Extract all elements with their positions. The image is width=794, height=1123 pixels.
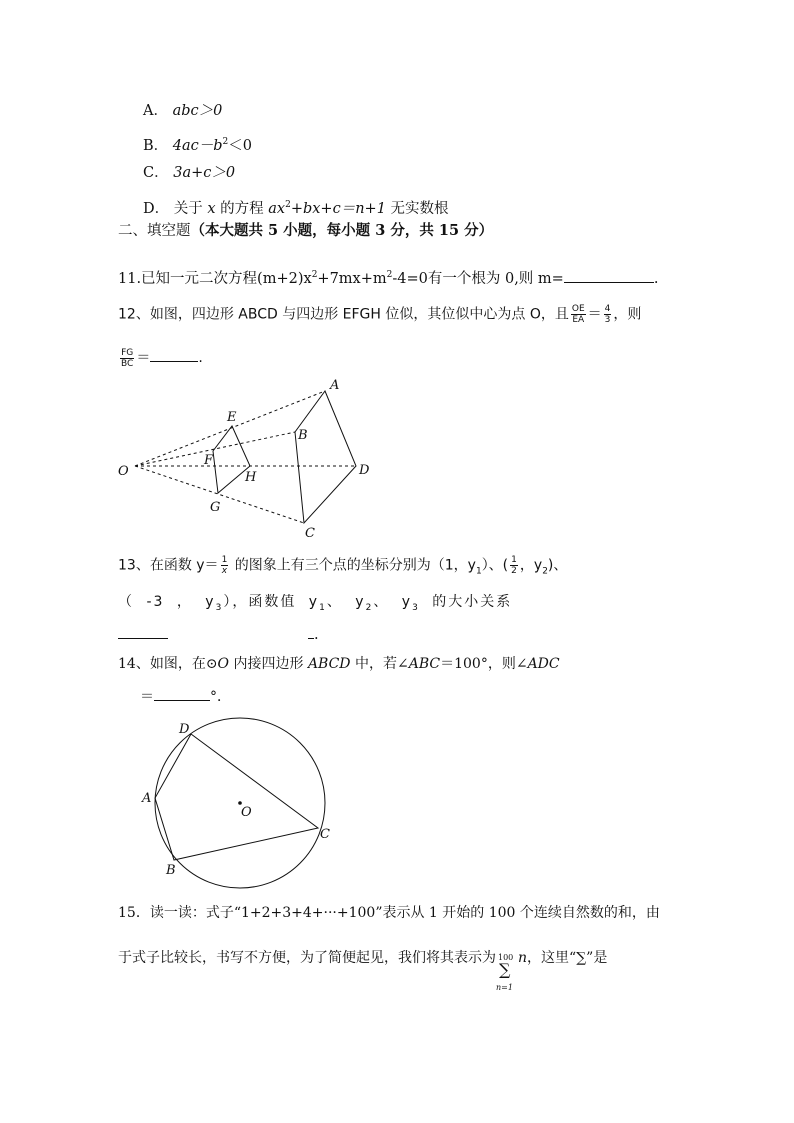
option-expr: 3a+c＞0 (173, 165, 236, 181)
option-label: A． (143, 103, 168, 119)
label-b: B (298, 428, 308, 443)
frac-num: 4 (604, 304, 611, 314)
quadrilateral-abcd (155, 734, 318, 860)
label-a: A (142, 791, 152, 806)
label-g: G (210, 500, 221, 515)
section-detail: （本大题共 5 小题，每小题 3 分，共 15 分） (190, 222, 494, 239)
q11-text: -4=0有一个根为 0,则 m= (392, 270, 564, 287)
label-h: H (245, 470, 257, 485)
label-c: C (305, 526, 315, 541)
label-a: A (330, 378, 340, 393)
q13-text: 13、在函数 y＝ (118, 557, 219, 574)
q15-text: 15．读一读：式子“1+2+3+4+···+100”表示从 1 开始的 100 个连续自然数的和，由 (118, 905, 660, 921)
question-13 (118, 555, 567, 581)
equation: ax (268, 200, 286, 217)
question-11 (118, 265, 658, 289)
option-d (143, 195, 449, 219)
sigma-symbol: ∑ (499, 960, 511, 979)
frac-den: 3 (604, 315, 611, 325)
q11-text: +7mx+m (317, 270, 387, 287)
answer-blank[interactable] (564, 268, 654, 283)
label-o: O (241, 805, 252, 820)
q13-text: ），函数值 y (223, 594, 320, 610)
q14-text: 中，若∠ (355, 656, 409, 672)
q14-text: 14、如图，在⊙ (118, 656, 218, 672)
frac-den: BC (121, 358, 134, 369)
answer-blank[interactable] (154, 686, 210, 701)
q11-text: 11.已知一元二次方程(m+2)x (118, 270, 312, 287)
variable: n (518, 950, 528, 966)
q13-text: ）、( (481, 557, 509, 574)
fraction-4-3 (604, 304, 612, 325)
q15-text: ，这里“∑”是 (527, 950, 608, 966)
q11-end: . (653, 270, 659, 287)
q12-text: 12、如图，四边形 ABCD 与四边形 EFGH 位似，其位似中心为点 O，且 (118, 306, 569, 323)
subscript: 1 (319, 602, 327, 613)
q15-text: 于式子比较长，书写不方便，为了简便起见，我们将其表示为 (118, 950, 496, 966)
question-15 (118, 903, 660, 923)
frac-num: 1 (221, 555, 228, 565)
q13-end: . (314, 627, 319, 643)
q13-text: 的大小关系 (419, 594, 513, 610)
sigma-lower: n=1 (496, 983, 513, 992)
variable: ABC (408, 656, 441, 672)
option-c (143, 163, 235, 183)
variable: ABCD (307, 656, 351, 672)
q13-text: 、 y (373, 594, 413, 610)
frac-num: FG (121, 347, 134, 358)
subscript: 2 (365, 602, 374, 613)
label-c: C (320, 827, 330, 842)
frac-den: EA (572, 315, 585, 325)
question-14 (118, 654, 560, 674)
q14-text: ＝100°，则∠ (440, 656, 528, 672)
frac-den: x (221, 566, 228, 576)
option-a (143, 101, 222, 121)
option-expr: 4ac－b (172, 137, 223, 154)
variable: O (217, 656, 230, 672)
question-14-line2 (140, 686, 231, 707)
inscribed-quadrilateral-figure (135, 716, 340, 891)
option-text: 的方程 (220, 200, 264, 217)
option-text: 无实数根 (390, 200, 449, 217)
answer-blank[interactable] (118, 624, 168, 639)
homothety-figure (110, 372, 380, 544)
equals: ＝ (587, 306, 602, 323)
label-o: O (118, 464, 129, 479)
label-e: E (227, 410, 237, 425)
variable: ADC (527, 656, 560, 672)
fraction-1-2 (510, 555, 518, 576)
subscript: 1 (475, 566, 482, 577)
q14-text: °． (210, 689, 231, 705)
option-text: 关于 (173, 200, 203, 217)
equals: ＝ (136, 350, 151, 366)
frac-den: 2 (511, 566, 517, 576)
label-b: B (166, 863, 176, 878)
frac-num: 1 (511, 555, 517, 565)
q12-text: ，则 (613, 306, 642, 323)
option-expr: abc＞0 (172, 103, 223, 119)
label-d: D (179, 722, 190, 737)
fraction-oe-ea (571, 304, 586, 325)
option-label: D． (143, 200, 170, 217)
superscript: 2 (386, 270, 393, 280)
q14-text: 内接四边形 (233, 656, 304, 672)
subscript: 3 (412, 602, 420, 613)
label-f: F (204, 453, 214, 468)
superscript: 2 (311, 270, 318, 280)
frac-num: OE (571, 304, 585, 314)
option-expr-end: ＜0 (228, 137, 253, 154)
section-title: 二、填空题 (118, 223, 191, 239)
question-12 (118, 304, 641, 325)
question-12-line2 (118, 347, 203, 369)
question-15-line2 (118, 936, 608, 992)
q13-text: （ -3 ， y (118, 594, 216, 610)
q13-text: 、 y (326, 594, 366, 610)
sigma-upper: 100 (498, 953, 514, 962)
superscript: 2 (222, 137, 229, 147)
subscript: 3 (215, 602, 224, 613)
subscript: 2 (542, 566, 548, 577)
label-d: D (359, 463, 370, 478)
variable: x (207, 200, 216, 217)
section-heading (118, 221, 493, 241)
option-b (143, 132, 252, 156)
q13-text: 的图象上有三个点的坐标分别为（1，y (234, 557, 476, 574)
q12-end: . (198, 350, 203, 366)
answer-blank[interactable] (150, 347, 198, 362)
q13-text: )、 (547, 557, 568, 574)
quadrilateral-abcd (295, 391, 356, 523)
summation-notation (496, 936, 518, 992)
option-label: B． (143, 137, 169, 154)
equation-end: +bx+c＝n+1 (290, 200, 386, 217)
question-13-line2 (118, 592, 512, 618)
fraction-1-x (221, 555, 229, 576)
option-label: C． (143, 165, 169, 181)
fraction-fg-bc (120, 348, 134, 369)
q14-text: ＝ (140, 689, 154, 705)
q13-text: ，y (519, 557, 543, 574)
question-13-line3 (118, 624, 319, 645)
superscript: 2 (285, 200, 291, 210)
